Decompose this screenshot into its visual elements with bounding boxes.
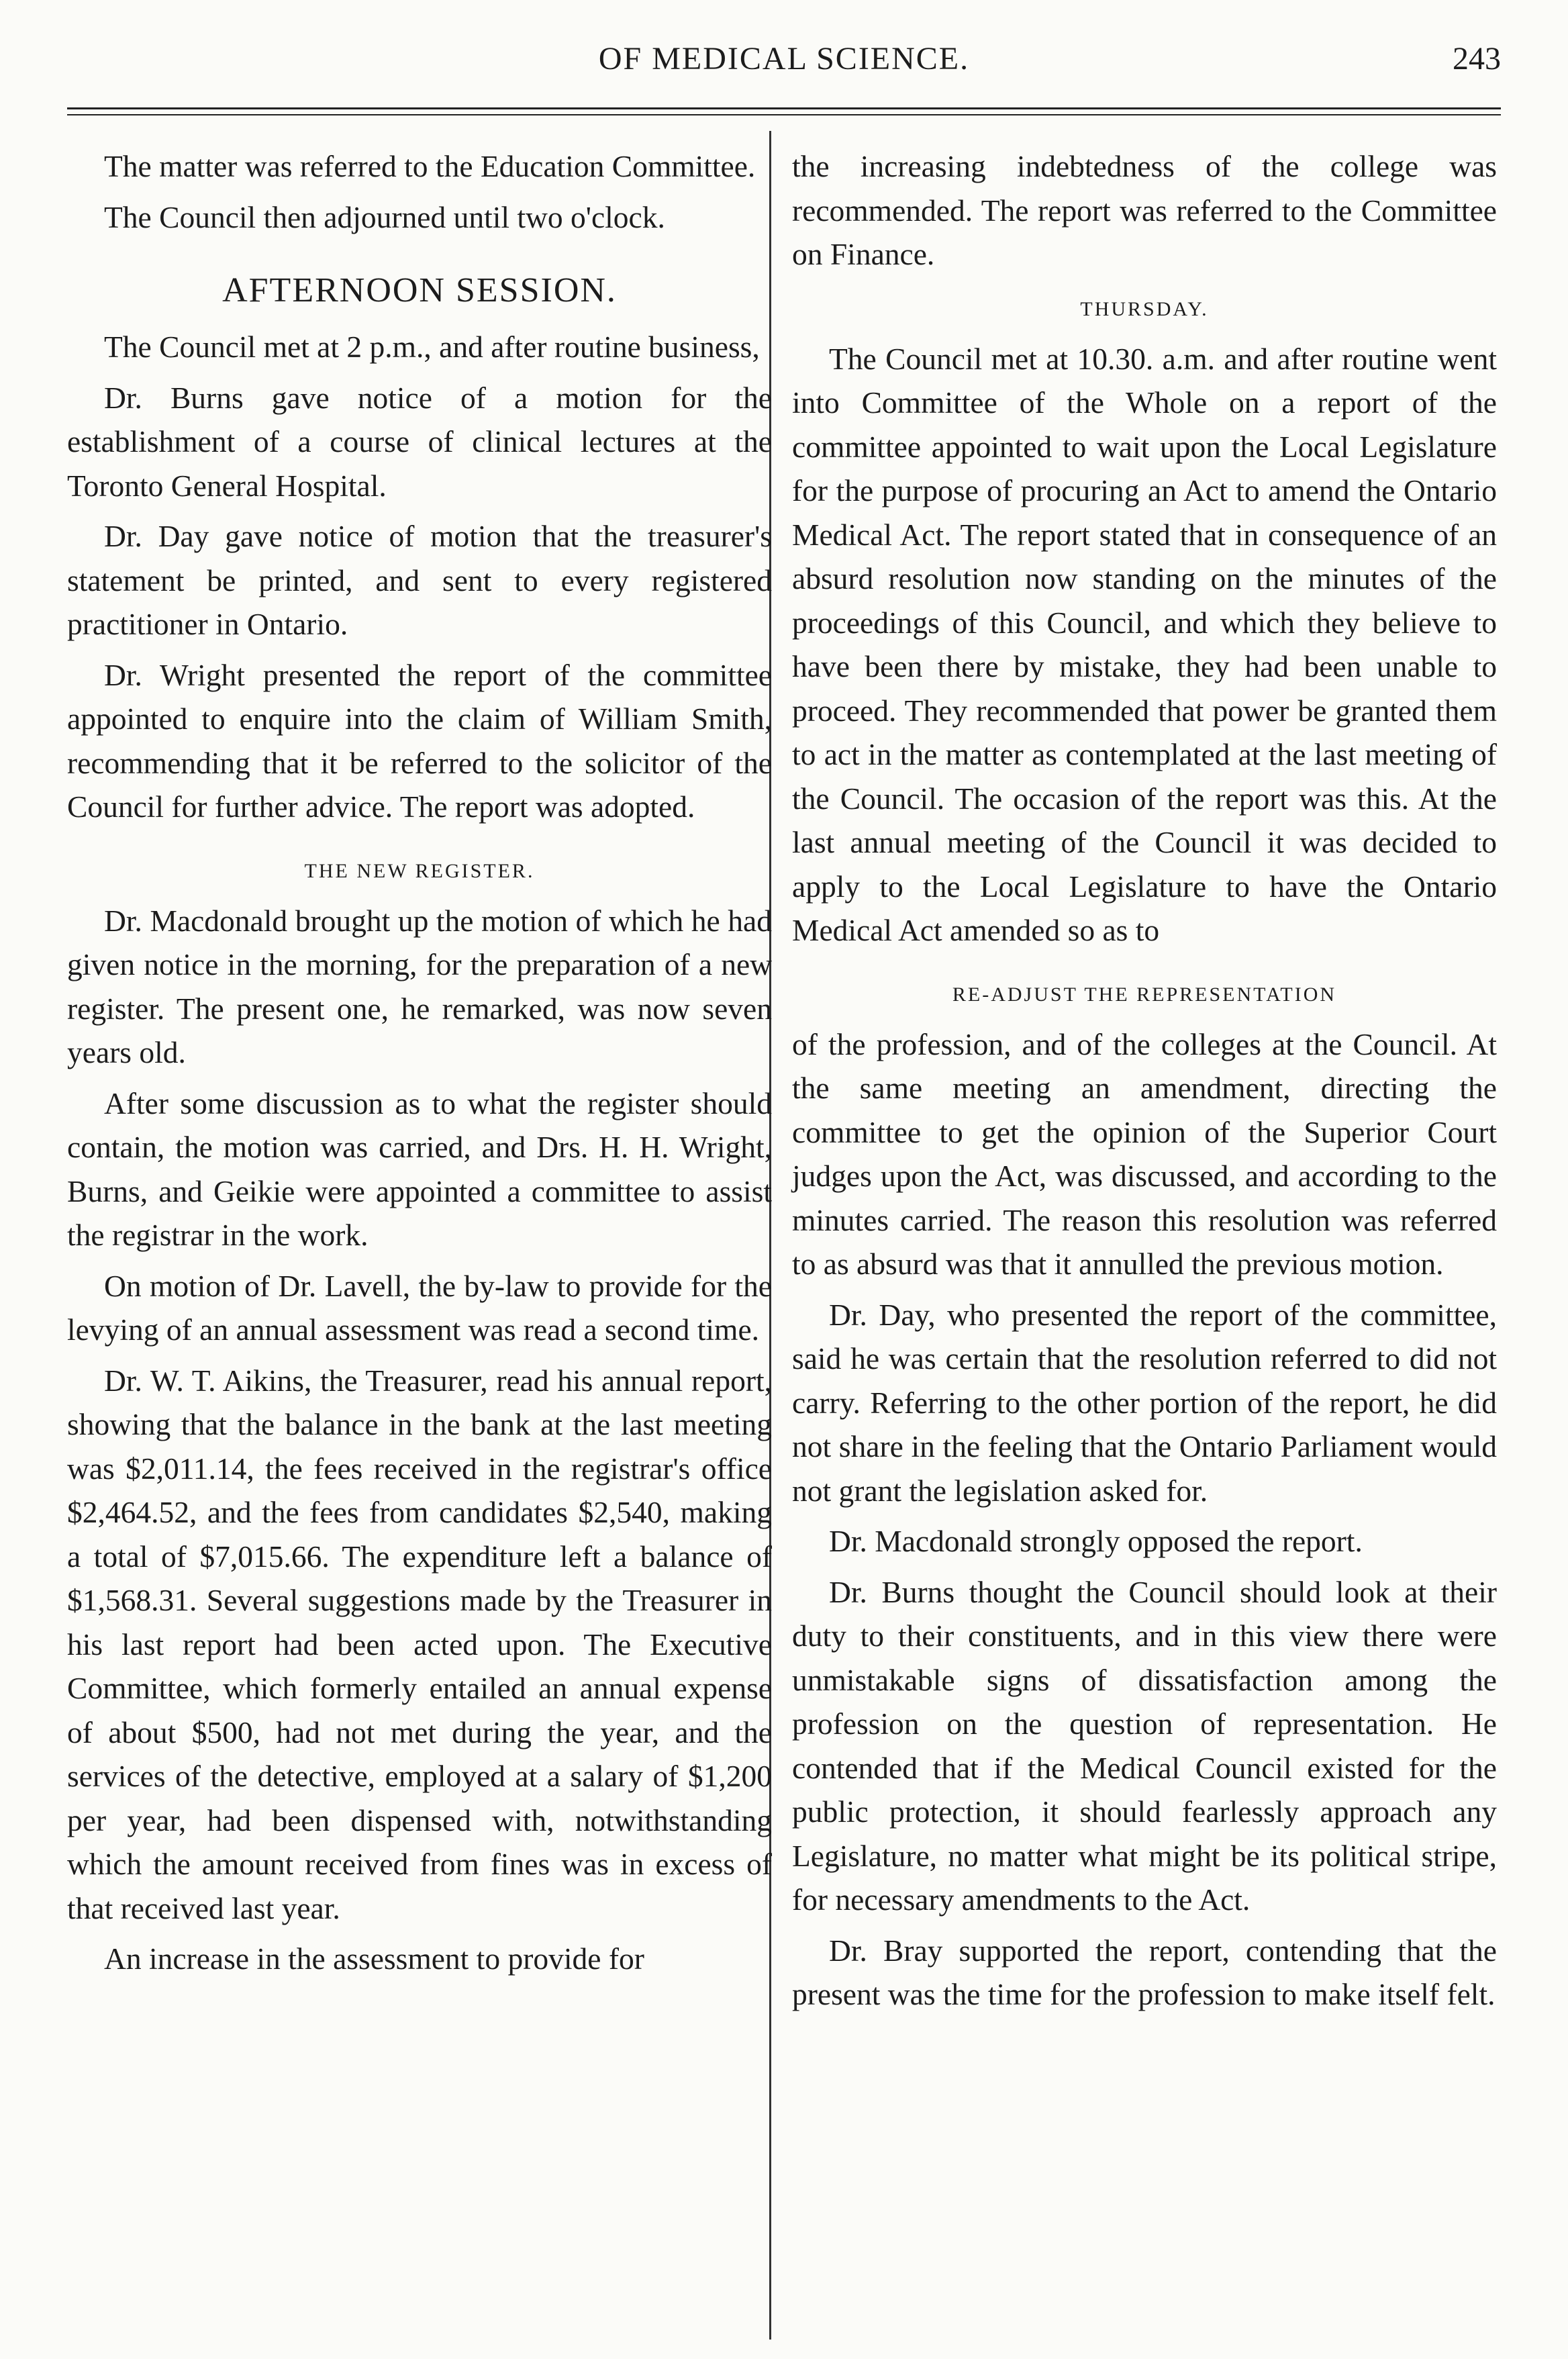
paragraph: Dr. Day gave notice of motion that the treasurer's statement be printed, and sent to every registered practitioner in Ontario.	[67, 519, 772, 641]
paragraph: Dr. Burns thought the Council should look at their duty to their constituents, and in this view there were unmistakable signs of dissatisfaction among the profession on the question of representation. He contended that if the Medical Council existed for the public protection, it should fearlessly approach any Legislature, no matter what might be its political stripe, for necessary amendments to the Act.	[792, 1574, 1497, 1917]
paragraph: The Council then adjourned until two o'clock.	[104, 199, 665, 234]
paragraph: On motion of Dr. Lavell, the by-law to provide for the levying of an annual assessment was read a second time.	[67, 1268, 772, 1347]
subheading-thursday: THURSDAY.	[1080, 297, 1209, 320]
header-rule-bottom	[67, 114, 1501, 115]
paragraph: The Council met at 10.30. a.m. and after routine went into Committee of the Whole on a report of the committee appointed to wait upon the Local Legislature for the purpose of procuring an Act to amend the Ontario Medical Act. The report stated that in consequence of an absurd resolution now standing on the minutes of the proceedings of this Council, and which they believe to have been there by mistake, they had been unable to proceed. They recommended that power be granted them to act in the matter as contemplated at the last meeting of the Council. The occasion of the report was this. At the last annual meeting of the Council it was decided to apply to the Local Legislature to have the Ontario Medical Act amended so as to	[792, 341, 1497, 947]
page-number: 243	[1453, 41, 1501, 77]
paragraph: Dr. Day, who presented the report of the committee, said he was certain that the resolution referred to did not carry. Referring to the other portion of the report, he did not share in the feeling that the Ontario Parliament would not grant the legislation asked for.	[792, 1297, 1497, 1508]
running-title: OF MEDICAL SCIENCE.	[598, 41, 970, 77]
paragraph: Dr. Wright presented the report of the committee appointed to enquire into the claim of William Smith, recommending that it be referred to the solicitor of the Council for further advice. The report was adopted.	[67, 657, 772, 824]
page-header	[67, 40, 1501, 94]
left-column	[67, 144, 772, 1988]
paragraph: the increasing indebtedness of the college was recommended. The report was referred to the Committee on Finance.	[792, 149, 1497, 271]
paragraph: An increase in the assessment to provide for	[104, 1941, 644, 1976]
paragraph: Dr. Macdonald strongly opposed the report.	[829, 1524, 1363, 1558]
paragraph: The matter was referred to the Education Committee.	[104, 149, 756, 183]
paragraph: of the profession, and of the colleges at the Council. At the same meeting an amendment, directing the committee to get the opinion of the Superior Court judges upon the Act, was discussed, and according to the minutes carried. The reason this resolution was referred to as absurd was that it annulled the previous motion.	[792, 1026, 1497, 1281]
subheading-new-register: THE NEW REGISTER.	[304, 859, 535, 882]
paragraph: Dr. Macdonald brought up the motion of which he had given notice in the morning, for the preparation of a new register. The present one, he remarked, was now seven years old.	[67, 903, 772, 1069]
paragraph: The Council met at 2 p.m., and after routine business,	[104, 330, 760, 364]
paragraph: Dr. Burns gave notice of a motion for the establishment of a course of clinical lectures at the Toronto General Hospital.	[67, 380, 772, 503]
section-heading-afternoon: AFTERNOON SESSION.	[222, 271, 617, 309]
header-rule-top	[67, 107, 1501, 109]
paragraph: Dr. W. T. Aikins, the Treasurer, read his annual report, showing that the balance in the bank at the last meeting was $2,011.14, the fees received in the registrar's office $2,464.52, and the fees from candidates $2,540, making a total of $7,015.66. The expenditure left a balance of $1,568.31. Several suggestions made by the Treasurer in his last report had been acted upon. The Executive Committee, which formerly entailed an annual expense of about $500, had not met during the year, and the services of the detective, employed at a salary of $1,200 per year, had been dispensed with, notwithstanding which the amount received from fines was in excess of that received last year.	[67, 1363, 772, 1925]
paragraph: Dr. Bray supported the report, contending that the present was the time for the profession to make itself felt.	[792, 1933, 1497, 2011]
right-column	[792, 144, 1497, 2023]
subheading-readjust: RE-ADJUST THE REPRESENTATION	[952, 983, 1337, 1006]
paragraph: After some discussion as to what the register should contain, the motion was carried, and Drs. H. H. Wright, Burns, and Geikie were appointed a committee to assist the registrar in the work.	[67, 1086, 772, 1252]
